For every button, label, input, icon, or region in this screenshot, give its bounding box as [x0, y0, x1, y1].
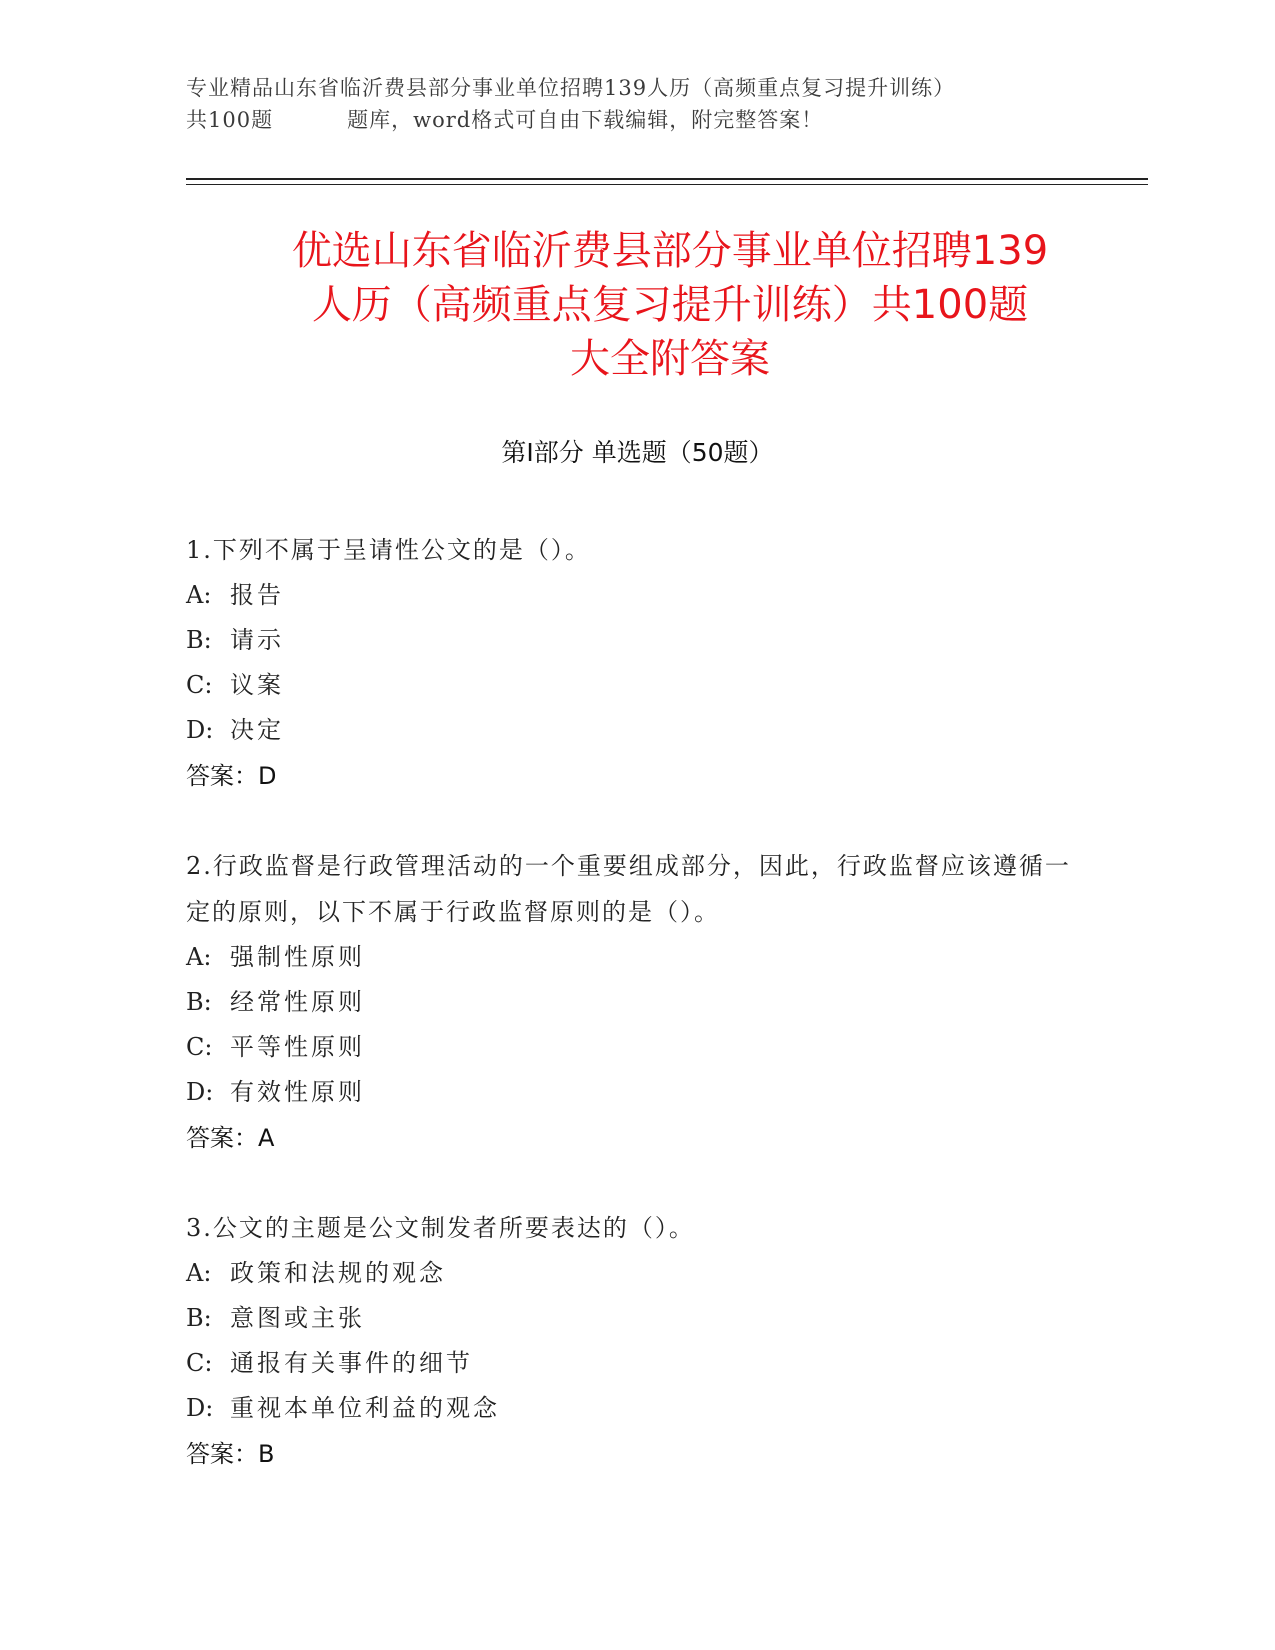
question-stem: 2.行政监督是行政管理活动的一个重要组成部分，因此，行政监督应该遵循一定的原则，以下不属于行政监督原则的是（）。 — [186, 852, 1071, 926]
option-letter: C: — [186, 1033, 213, 1061]
question-item — [186, 843, 1086, 1161]
option-letter: C: — [186, 1349, 213, 1377]
option-text: 有效性原则 — [230, 1078, 365, 1106]
header-line-2-right: 题库，word格式可自由下载编辑，附完整答案！ — [347, 108, 824, 132]
option-d — [186, 1386, 1086, 1431]
option-b — [186, 618, 1086, 663]
option-c — [186, 1341, 1086, 1386]
document-title — [160, 224, 1180, 386]
option-d — [186, 708, 1086, 753]
answer-text: 答案：D — [186, 762, 277, 790]
header-divider-thick — [186, 178, 1148, 180]
option-d — [186, 1070, 1086, 1115]
title-line-2: 人历（高频重点复习提升训练）共100题 — [311, 282, 1029, 328]
option-text: 强制性原则 — [230, 943, 365, 971]
header-line-1: 专业精品山东省临沂费县部分事业单位招聘139人历（高频重点复习提升训练） — [186, 76, 956, 100]
option-c — [186, 1025, 1086, 1070]
option-letter: C: — [186, 671, 213, 699]
option-text: 议案 — [230, 671, 284, 699]
section-title: 第Ⅰ部分 单选题（50题） — [501, 438, 774, 467]
header-divider-thin — [186, 184, 1148, 185]
option-letter: A: — [186, 1259, 212, 1287]
title-line-1: 优选山东省临沂费县部分事业单位招聘139 — [291, 228, 1049, 274]
question-stem: 1.下列不属于呈请性公文的是（）。 — [186, 536, 591, 564]
option-letter: B: — [186, 988, 212, 1016]
option-text: 通报有关事件的细节 — [230, 1349, 473, 1377]
option-text: 意图或主张 — [230, 1304, 365, 1332]
option-a — [186, 1251, 1086, 1296]
option-text: 经常性原则 — [230, 988, 365, 1016]
option-text: 请示 — [230, 626, 284, 654]
answer-text: 答案：B — [186, 1440, 275, 1468]
option-b — [186, 1296, 1086, 1341]
option-letter: D: — [186, 716, 214, 744]
question-item — [186, 527, 1086, 799]
option-letter: A: — [186, 943, 212, 971]
option-text: 政策和法规的观念 — [230, 1259, 446, 1287]
option-letter: B: — [186, 626, 212, 654]
question-stem: 3.公文的主题是公文制发者所要表达的（）。 — [186, 1214, 695, 1242]
option-text: 平等性原则 — [230, 1033, 365, 1061]
title-line-3: 大全附答案 — [570, 336, 770, 382]
option-c — [186, 663, 1086, 708]
option-text: 重视本单位利益的观念 — [230, 1394, 500, 1422]
document-header — [186, 72, 1086, 136]
question-list — [186, 527, 1086, 1521]
option-a — [186, 573, 1086, 618]
header-line-2 — [186, 104, 1086, 136]
answer-text: 答案：A — [186, 1124, 275, 1152]
option-a — [186, 935, 1086, 980]
question-item — [186, 1205, 1086, 1477]
option-letter: D: — [186, 1078, 214, 1106]
header-line-2-left: 共100题 — [186, 108, 274, 132]
option-letter: B: — [186, 1304, 212, 1332]
option-text: 决定 — [230, 716, 284, 744]
option-b — [186, 980, 1086, 1025]
option-text: 报告 — [230, 581, 284, 609]
option-letter: A: — [186, 581, 212, 609]
option-letter: D: — [186, 1394, 214, 1422]
